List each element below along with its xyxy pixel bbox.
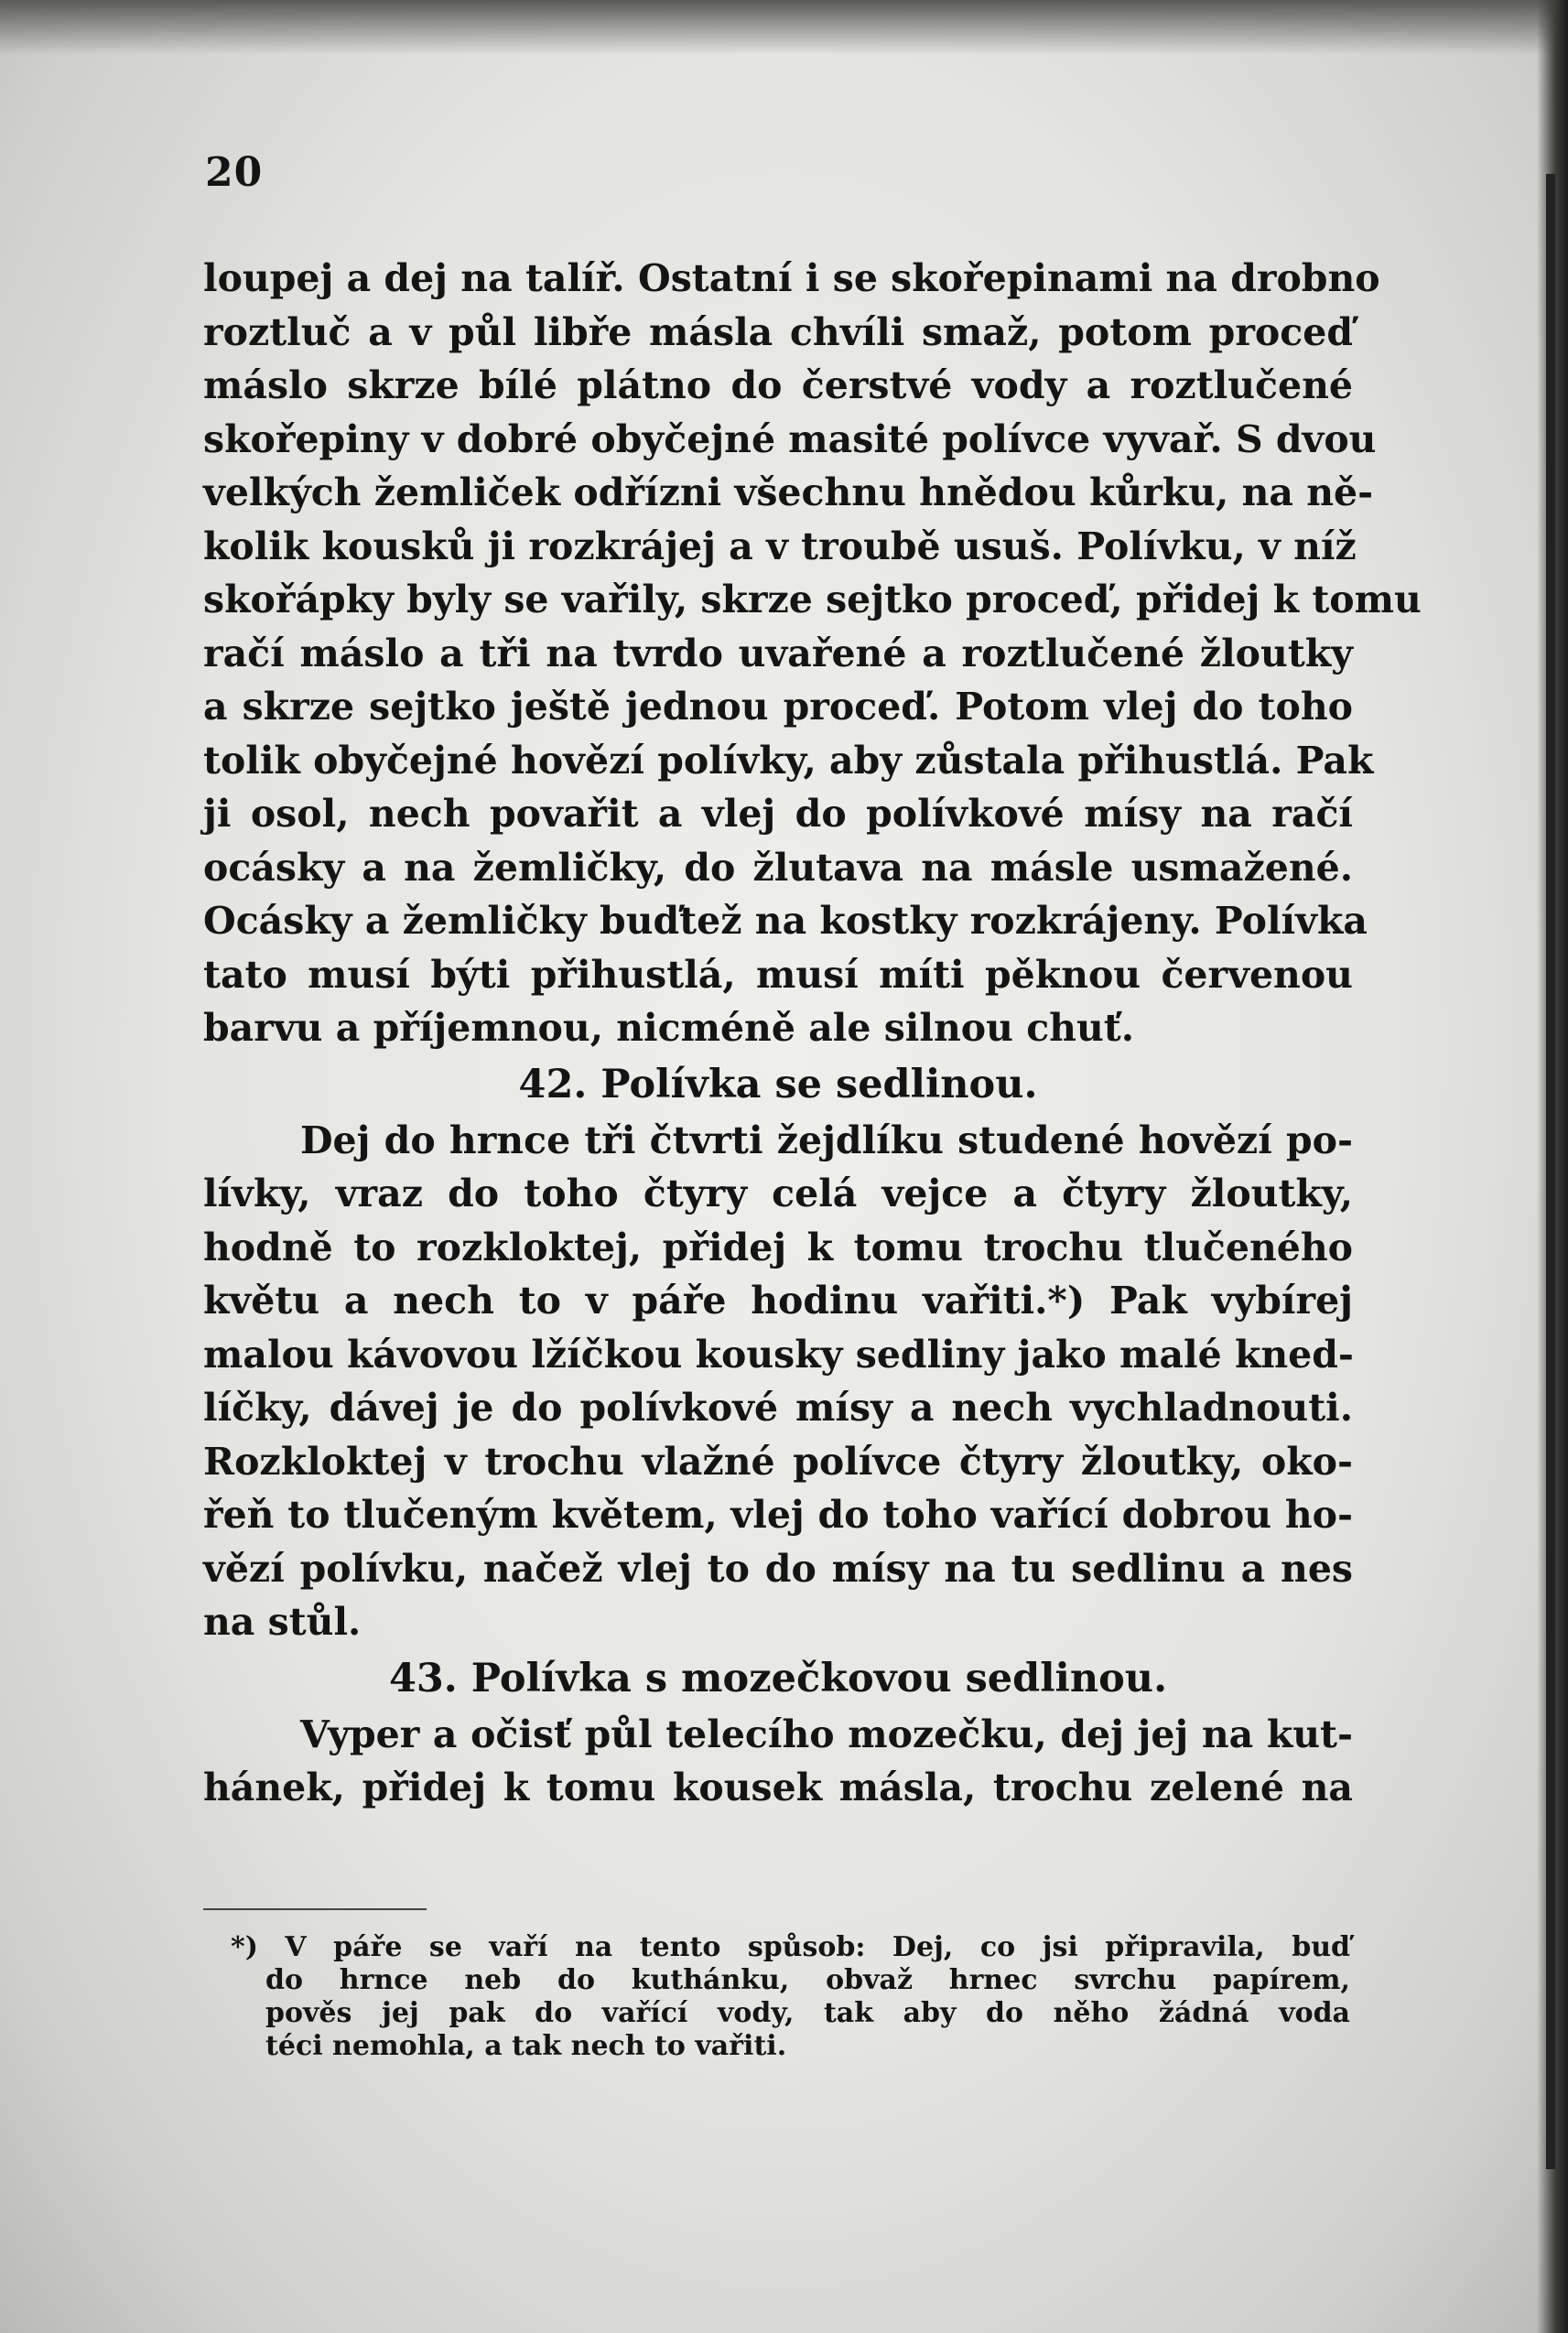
text-line: líčky, dávej je do polívkové mísy a nech vychladnouti. bbox=[203, 1386, 1353, 1430]
text-line: skořepiny v dobré obyčejné masité polívce vyvař. S dvou bbox=[203, 416, 1377, 461]
text-line: na stůl. bbox=[203, 1600, 362, 1644]
text-line: ocásky a na žemličky, do žlutava na másle usmažené. bbox=[203, 845, 1353, 890]
text-line: ji osol, nech povařit a vlej do polívkové mísy na račí bbox=[203, 792, 1353, 836]
text-line: loupej a dej na talíř. Ostatní i se skořepinami na drobno bbox=[203, 256, 1380, 300]
recipe-heading-43: 43. Polívka s mozečkovou sedlinou. bbox=[388, 1655, 1168, 1701]
text-line: Dej do hrnce tři čtvrti žejdlíku studené hovězí po- bbox=[300, 1118, 1353, 1162]
recipe-heading-42: 42. Polívka se sedlinou. bbox=[518, 1061, 1038, 1107]
footnote bbox=[231, 1931, 1350, 2063]
text-line: hánek, přidej k tomu kousek másla, trochu zelené na bbox=[203, 1766, 1353, 1809]
text-line: hodně to rozkloktej, přidej k tomu trochu tlučeného bbox=[203, 1225, 1353, 1269]
text-line: roztluč a v půl libře másla chvíli smaž, potom proceď bbox=[203, 309, 1353, 354]
text-line: máslo skrze bílé plátno do čerstvé vody a roztlučené bbox=[203, 363, 1353, 407]
text-line: barvu a příjemnou, nicméně ale silnou chuť. bbox=[203, 1006, 1134, 1050]
text-line: vězí polívku, načež vlej to do mísy na tu sedlinu a nes bbox=[203, 1546, 1353, 1591]
footnote-divider bbox=[203, 1908, 427, 1910]
footnote-line: pověs jej pak do vařící vody, tak aby do něho žádná voda bbox=[265, 1997, 1350, 2029]
text-line: Ocásky a žemličky buďtež na kostky rozkrájeny. Polívka bbox=[203, 899, 1368, 943]
paragraph-1 bbox=[203, 252, 1422, 1055]
text-line: račí máslo a tři na tvrdo uvařené a roztlučené žloutky bbox=[203, 631, 1353, 675]
footnote-line: téci nemohla, a tak nech to vařiti. bbox=[265, 2030, 787, 2062]
paragraph-2 bbox=[203, 1114, 1353, 1649]
scan-shadow-top bbox=[0, 0, 1568, 55]
body-text bbox=[203, 252, 1422, 1815]
text-line: lívky, vraz do toho čtyry celá vejce a čtyry žloutky, bbox=[203, 1172, 1353, 1215]
text-line: a skrze sejtko ještě jednou proceď. Potom vlej do toho bbox=[203, 685, 1353, 729]
text-line: řeň to tlučeným květem, vlej do toho vařící dobrou ho- bbox=[203, 1493, 1353, 1537]
text-line: tato musí býti přihustlá, musí míti pěknou červenou bbox=[203, 952, 1353, 997]
text-line: velkých žemliček odřízni všechnu hnědou kůrku, na ně- bbox=[203, 470, 1374, 514]
paragraph-3 bbox=[203, 1708, 1353, 1815]
text-line: skořápky byly se vařily, skrze sejtko proceď, přidej k tomu bbox=[203, 578, 1422, 621]
text-line: Rozkloktej v trochu vlažné polívce čtyry žloutky, oko- bbox=[203, 1439, 1353, 1484]
footnote-line: do hrnce neb do kuthánku, obvaž hrnec svrchu papírem, bbox=[265, 1964, 1350, 1996]
binding-edge bbox=[1546, 174, 1555, 2169]
text-line: Vyper a očisť půl telecího mozečku, dej jej na kut- bbox=[300, 1712, 1353, 1756]
text-line: tolik obyčejné hovězí polívky, aby zůstala přihustlá. Pak bbox=[203, 738, 1374, 783]
page-number: 20 bbox=[205, 149, 264, 196]
text-line: malou kávovou lžíčkou kousky sedliny jako malé kned- bbox=[203, 1332, 1354, 1377]
footnote-line: *) V páře se vaří na tento spůsob: Dej, co jsi připravila, buď bbox=[231, 1931, 1350, 1963]
text-line: květu a nech to v páře hodinu vařiti.*) Pak vybírej bbox=[203, 1279, 1353, 1323]
text-line: kolik kousků ji rozkrájej a v troubě usuš. Polívku, v níž bbox=[203, 524, 1357, 568]
